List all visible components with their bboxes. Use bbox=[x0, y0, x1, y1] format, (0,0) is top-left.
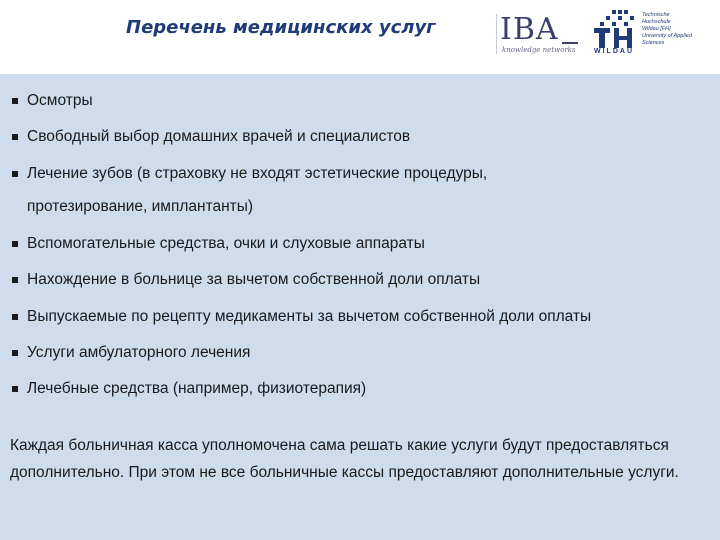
bullet-square-icon bbox=[12, 171, 18, 177]
iba-logo-text: IBA bbox=[500, 12, 559, 47]
bullet-square-icon bbox=[12, 241, 18, 247]
logo-divider bbox=[496, 14, 497, 54]
iba-logo-tagline: knowledge networks bbox=[502, 46, 576, 54]
bullet-square-icon bbox=[12, 98, 18, 104]
th-wildau-logo bbox=[592, 10, 702, 62]
bullet-square-icon bbox=[12, 134, 18, 140]
iba-logo-bar bbox=[562, 42, 578, 44]
bullet-square-icon bbox=[12, 314, 18, 320]
bullet-square-icon bbox=[12, 350, 18, 356]
content-panel: Осмотры Свободный выбор домашних врачей и специалистов Лечение зубов (в страховку не входят эстетические процедуры, протезирование, имплантанты) Вспомогательные средства, очки и слуховые аппараты Нахождение в больнице за вычетом собственной доли оплаты Выпускаемые по рецепту медикаменты за вычетом собственной доли оплаты Услуги амбулаторного лечения Лечебные средства (например, физиотерапия) Каждая больничная касса уполномочена сама решать какие услуги будут предоставляться дополнительно. При этом не все больничные кассы предоставляют дополнительные услуги. bbox=[0, 74, 720, 540]
th-logo-wildau: WILDAU bbox=[594, 48, 634, 55]
th-logo-text: Technische Hochschule Wildau [FH] University of Applied Sciences bbox=[642, 12, 692, 46]
header bbox=[0, 0, 720, 74]
th-logo-mark-icon bbox=[592, 10, 640, 48]
note-paragraph: Каждая больничная касса уполномочена сама решать какие услуги будут предоставляться дополнительно. При этом не все больничные кассы предоставляют дополнительные услуги. bbox=[10, 437, 679, 481]
bullet-square-icon bbox=[12, 277, 18, 283]
bullet-square-icon bbox=[12, 386, 18, 392]
page-title: Перечень медицинских услуг bbox=[126, 17, 436, 38]
iba-logo bbox=[500, 12, 582, 56]
